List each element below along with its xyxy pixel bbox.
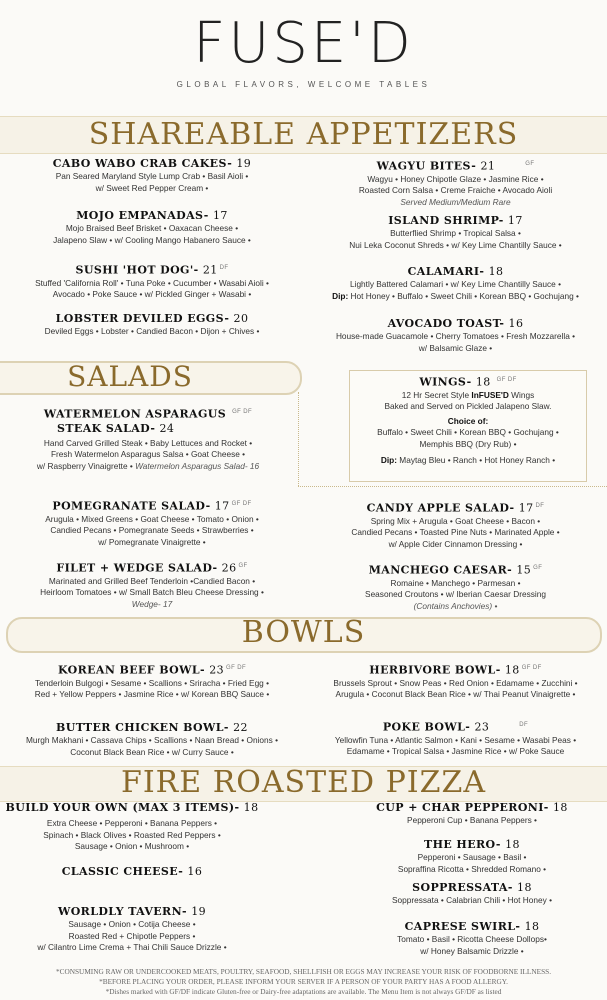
menu-item-watermelon-steak-salad: WATERMELON ASPARAGUS $^{GF DF}$ STEAK SALAD- 24 Hand Carved Grilled Steak • Baby Lettuces and Rocket • Fresh Watermelon Asparagus Salsa • Goat Cheese • w/ Raspberry Vinaigrette • Watermelon Asparagus Salad- 16	[36, 407, 260, 471]
section-title-pizza: FIRE ROASTED PIZZA	[121, 765, 486, 800]
menu-item-herbivore-bowl: HERBIVORE BOWL- 18 $^{GF DF}$ Brussels Sprout • Snow Peas • Red Onion • Edamame • Zucchini • Arugula • Coconut Black Bean Rice • w/ Thai Peanut Vinaigrette •	[333, 663, 578, 700]
item-name: CABO WABO CRAB CAKES- 19	[52, 157, 252, 170]
menu-item-island-shrimp: ISLAND SHRIMP- 17 Butterflied Shrimp • Tropical Salsa • Nui Leka Coconut Shreds • w/ Key Lime Chantilly Sauce •	[349, 214, 562, 250]
menu-item-wagyu-bites: WAGYU BITES- 21 $^{GF}$ Wagyu • Honey Chipotle Glaze • Jasmine Rice • Roasted Corn Salsa • Creme Fraiche • Avocado Aioli Served Medium/Medium Rare	[358, 159, 553, 207]
menu-item-the-hero: THE HERO- 18 Pepperoni • Sausage • Basil • Sopraffina Ricotta • Shredded Romano •	[397, 838, 547, 874]
divider	[298, 486, 607, 487]
menu-item-poke-bowl: POKE BOWL- 23 $^{DF}$ Yellowfin Tuna • Atlantic Salmon • Kani • Sesame • Wasabi Peas • Edamame • Tropical Salsa • Jasmine Rice • w/ Poke Sauce	[334, 720, 577, 757]
brand-tagline: GLOBAL FLAVORS, WELCOME TABLES	[176, 80, 431, 89]
item-desc: Pan Seared Maryland Style Lump Crab • Basil Aioli •	[55, 171, 249, 181]
menu-item-build-your-own: BUILD YOUR OWN (MAX 3 ITEMS)- 18 Extra Cheese • Pepperoni • Banana Peppers • Spinach • Black Olives • Roasted Red Peppers • Sausage • Onion • Mushroom •	[5, 801, 259, 852]
menu-item-candy-apple-salad: CANDY APPLE SALAD- 17 $^{DF}$ Spring Mix + Arugula • Goat Cheese • Bacon • Candied Pecans • Toasted Pine Nuts • Marinated Apple • w/ Apple Cider Cinnamon Dressing •	[351, 501, 560, 549]
divider	[298, 392, 299, 486]
menu-item-butter-chicken-bowl: BUTTER CHICKEN BOWL- 22 Murgh Makhani • Cassava Chips • Scallions • Naan Bread • Onions • Coconut Black Bean Rice • w/ Curry Sauce •	[25, 721, 279, 757]
menu-item-avocado-toast: AVOCADO TOAST- 16 House-made Guacamole • Cherry Tomatoes • Fresh Mozzarella • w/ Balsamic Glaze •	[335, 317, 576, 353]
brand-logo: FUSE'D	[193, 11, 414, 76]
footer-disclaimer-3: *Dishes marked with GF/DF indicate Gluten-free or Dairy-free adaptations are available. The Menu Item is not always GF/DF as listed	[105, 987, 502, 996]
dietary-tag: DF	[219, 265, 229, 271]
menu-item-sushi-hot-dog: SUSHI 'HOT DOG'- 21 $^{DF}$ Stuffed 'California Roll' • Tuna Poke • Cucumber • Wasabi Aioli • Avocado • Poke Sauce • w/ Pickled Ginger + Wasabi •	[35, 263, 269, 300]
section-title-appetizers: SHAREABLE APPETIZERS	[88, 117, 519, 152]
menu-item-lobster-deviled-eggs: LOBSTER DEVILED EGGS- 20 Deviled Eggs • Lobster • Candied Bacon • Dijon + Chives •	[44, 312, 260, 336]
menu-item-korean-beef-bowl: KOREAN BEEF BOWL- 23 $^{GF DF}$ Tenderloin Bulgogi • Sesame • Scallions • Sriracha • Fried Egg • Red + Yellow Peppers • Jasmine Rice • w/ Korean BBQ Sauce •	[34, 663, 270, 700]
menu-item-wings: WINGS- 18 $^{GF DF}$ 12 Hr Secret Style InFUSE'D Wings Baked and Served on Pickled Jalapeno Slaw. Choice of: Buffalo • Sweet Chili • Korean BBQ • Gochujang • Memphis BBQ (Dry Rub) • Dip: Maytag Bleu • Ranch • Hot Honey Ranch •	[377, 375, 559, 465]
menu-item-caprese-swirl: CAPRESE SWIRL- 18 Tomato • Basil • Ricotta Cheese Dollops• w/ Honey Balsamic Drizzle •	[397, 920, 547, 956]
menu-item-cabo-wabo	[0, 157, 304, 194]
menu-item-classic-cheese: CLASSIC CHEESE- 16	[61, 865, 203, 878]
menu-item-manchego-caesar: MANCHEGO CAESAR- 15 $^{GF}$ Romaine • Manchego • Parmesan • Seasoned Croutons • w/ Iberian Caesar Dressing (Contains Anchovies) •	[365, 563, 546, 611]
footer-disclaimer-1: *CONSUMING RAW OR UNDERCOOKED MEATS, POULTRY, SEAFOOD, SHELLFISH OR EGGS MAY INCREASE YOUR RISK OF FOODBORNE ILLNESS.	[55, 967, 552, 976]
menu-item-pomegranate-salad: POMEGRANATE SALAD- 17 $^{GF DF}$ Arugula • Mixed Greens • Goat Cheese • Tomato • Onion • Candied Pecans • Pomegranate Seeds • Strawberries • w/ Pomegranate Vinaigrette •	[45, 499, 259, 547]
footer-disclaimer-2: *BEFORE PLACING YOUR ORDER, PLEASE INFORM YOUR SERVER IF A PERSON OF YOUR PARTY HAS A FOOD ALLERGY.	[99, 977, 508, 986]
section-title-salads: SALADS	[67, 360, 193, 393]
menu-item-worldly-tavern: WORLDLY TAVERN- 19 Sausage • Onion • Cotija Cheese • Roasted Red + Chipotle Peppers • w/ Cilantro Lime Crema + Thai Chili Sauce Drizzle •	[37, 905, 227, 953]
menu-item-soppressata: SOPPRESSATA- 18 Soppressata • Calabrian Chili • Hot Honey •	[392, 881, 552, 905]
menu-item-mojo-empanadas: MOJO EMPANADAS- 17 Mojo Braised Beef Brisket • Oaxacan Cheese • Jalapeno Slaw • w/ Cooling Mango Habanero Sauce •	[53, 209, 251, 245]
item-desc: w/ Sweet Red Pepper Cream •	[95, 182, 209, 193]
section-title-bowls: BOWLS	[241, 615, 366, 650]
menu-item-calamari: CALAMARI- 18 Lightly Battered Calamari • w/ Key Lime Chantilly Sauce • Dip: Hot Honey • Buffalo • Sweet Chili • Korean BBQ • Gochujang •	[332, 265, 579, 301]
menu-item-filet-wedge-salad: FILET + WEDGE SALAD- 26 $^{GF}$ Marinated and Grilled Beef Tenderloin •Candied Bacon • Heirloom Tomatoes • w/ Small Batch Bleu Cheese Dressing • Wedge- 17	[40, 561, 264, 609]
menu-item-cup-char-pepperoni: CUP + CHAR PEPPERONI- 18 Pepperoni Cup • Banana Peppers •	[376, 801, 568, 825]
